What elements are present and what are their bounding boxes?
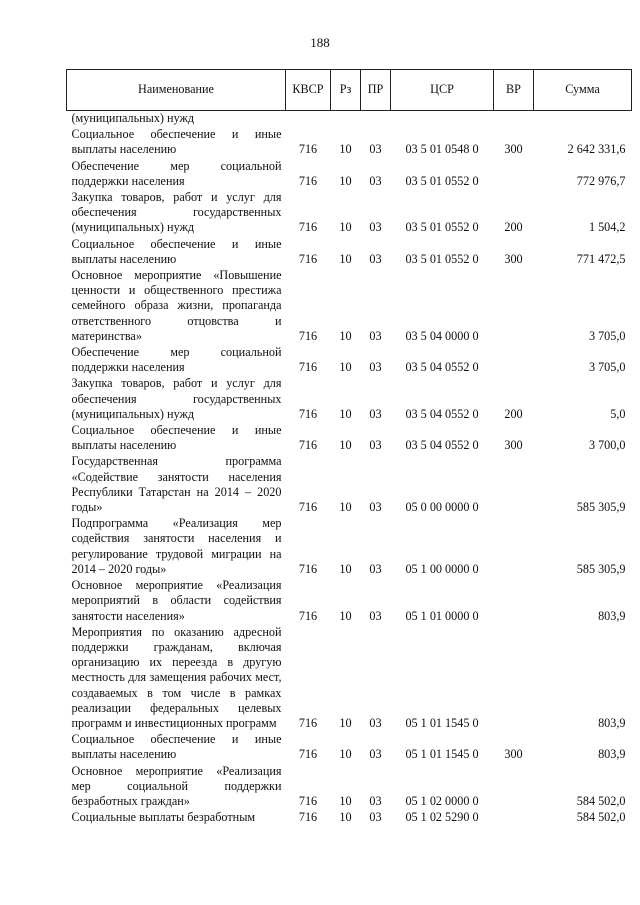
- cell-name: Основное мероприятие «Повышение ценности и общественного престижа семейного образа жизни, пропаганда ответственного отцовства и материнства»: [71, 268, 282, 343]
- cell-pr: 03: [369, 608, 382, 623]
- table-row: [67, 159, 632, 190]
- cell-rz: 10: [339, 406, 352, 421]
- cell-vr: [494, 159, 534, 190]
- cell-name: Основное мероприятие «Реализация мер социальной поддержки безработных граждан»: [71, 763, 282, 808]
- cell-pr: 03: [369, 747, 382, 762]
- cell-pr: [361, 111, 391, 128]
- cell-csr: 03 5 04 0552 0: [405, 406, 479, 421]
- table-row: [67, 454, 632, 516]
- cell-vr: 200: [504, 406, 523, 421]
- cell-sum: 3 705,0: [588, 328, 626, 343]
- cell-pr: 03: [369, 438, 382, 453]
- cell-rz: 10: [339, 747, 352, 762]
- cell-sum: 772 976,7: [576, 173, 626, 188]
- cell-vr: [494, 268, 534, 345]
- cell-rz: 10: [339, 173, 352, 188]
- table-row: [67, 625, 632, 732]
- page-number: 188: [310, 35, 330, 50]
- cell-vr: [494, 578, 534, 625]
- cell-pr: 03: [369, 500, 382, 515]
- cell-name: Основное мероприятие «Реализация мероприятий в области содействия занятости населения»: [71, 578, 282, 623]
- cell-pr: 03: [369, 142, 382, 157]
- cell-csr: 03 5 01 0548 0: [405, 142, 479, 157]
- cell-kvsr: 716: [298, 438, 318, 453]
- cell-vr: 200: [504, 220, 523, 235]
- cell-name: Социальное обеспечение и иные выплаты населению: [71, 732, 282, 762]
- cell-vr: 300: [504, 142, 523, 157]
- cell-pr: 03: [369, 715, 382, 730]
- table-row: [67, 516, 632, 578]
- header-csr: ЦСР: [391, 70, 494, 111]
- cell-kvsr: 716: [298, 142, 318, 157]
- cell-kvsr: 716: [298, 328, 318, 343]
- cell-rz: 10: [339, 500, 352, 515]
- cell-sum: 585 305,9: [576, 561, 626, 576]
- cell-name: Подпрограмма «Реализация мер содействия занятости населения и регулирование трудовой миграции на 2014 – 2020 годы»: [71, 516, 282, 576]
- cell-pr: 03: [369, 220, 382, 235]
- cell-sum: 3 700,0: [588, 438, 626, 453]
- table-row: [67, 732, 632, 763]
- table-row: [67, 376, 632, 423]
- table-row: [67, 764, 632, 811]
- cell-rz: 10: [339, 220, 352, 235]
- cell-kvsr: 716: [298, 793, 318, 808]
- cell-kvsr: 716: [298, 173, 318, 188]
- cell-kvsr: 716: [298, 715, 318, 730]
- header-sum: Сумма: [534, 70, 632, 111]
- cell-csr: 05 1 02 0000 0: [405, 793, 479, 808]
- cell-vr: [494, 454, 534, 516]
- table-header: [67, 70, 632, 111]
- cell-sum: 1 504,2: [588, 220, 626, 235]
- cell-rz: 10: [339, 810, 352, 825]
- cell-kvsr: 716: [298, 747, 318, 762]
- cell-rz: [331, 111, 361, 128]
- table-row: [67, 127, 632, 158]
- table-row: [67, 190, 632, 237]
- cell-pr: 03: [369, 360, 382, 375]
- header-rz: Рз: [331, 70, 361, 111]
- cell-pr: 03: [369, 561, 382, 576]
- table-row: [67, 237, 632, 268]
- cell-vr: [494, 810, 534, 826]
- cell-csr: 05 1 02 5290 0: [405, 810, 479, 825]
- cell-rz: 10: [339, 608, 352, 623]
- cell-name: Социальные выплаты безработным: [71, 810, 256, 825]
- cell-rz: 10: [339, 561, 352, 576]
- header-vr: ВР: [494, 70, 534, 111]
- cell-kvsr: 716: [298, 561, 318, 576]
- cell-vr: [494, 625, 534, 732]
- cell-name: Мероприятия по оказанию адресной поддержки гражданам, включая организацию их переезда в другую местность для замещения рабочих мест, создаваемых в том числе в рамках реализации федеральных целевых программ и инвестиционных программ: [71, 624, 282, 730]
- table-body: [67, 111, 632, 827]
- cell-pr: 03: [369, 406, 382, 421]
- cell-name: Социальное обеспечение и иные выплаты населению: [71, 423, 282, 453]
- cell-sum: 803,9: [598, 608, 626, 623]
- cell-rz: 10: [339, 142, 352, 157]
- table-row: [67, 423, 632, 454]
- cell-csr: 05 1 01 1545 0: [405, 747, 479, 762]
- table-row: [67, 268, 632, 345]
- cell-sum: 803,9: [598, 715, 626, 730]
- cell-kvsr: 716: [298, 220, 318, 235]
- cell-vr: 300: [504, 251, 523, 266]
- cell-rz: 10: [339, 251, 352, 266]
- cell-csr: 05 0 00 0000 0: [405, 500, 479, 515]
- cell-name: (муниципальных) нужд: [71, 111, 195, 125]
- cell-csr: 05 1 00 0000 0: [405, 561, 479, 576]
- cell-name: Закупка товаров, работ и услуг для обеспечения государственных (муниципальных) нужд: [71, 376, 282, 421]
- cell-csr: 05 1 01 0000 0: [405, 608, 479, 623]
- cell-rz: 10: [339, 360, 352, 375]
- cell-pr: 03: [369, 251, 382, 266]
- cell-pr: 03: [369, 810, 382, 825]
- cell-name: Социальное обеспечение и иные выплаты населению: [71, 236, 282, 266]
- cell-name: Закупка товаров, работ и услуг для обеспечения государственных (муниципальных) нужд: [71, 190, 282, 235]
- cell-vr: [494, 516, 534, 578]
- cell-rz: 10: [339, 438, 352, 453]
- cell-kvsr: 716: [298, 810, 318, 825]
- cell-kvsr: 716: [298, 251, 318, 266]
- cell-kvsr: 716: [298, 360, 318, 375]
- cell-sum: 2 642 331,6: [567, 142, 626, 157]
- cell-pr: 03: [369, 173, 382, 188]
- cell-rz: 10: [339, 715, 352, 730]
- cell-csr: 03 5 04 0552 0: [405, 438, 479, 453]
- cell-sum: 585 305,9: [576, 500, 626, 515]
- cell-vr: [494, 764, 534, 811]
- cell-sum: 771 472,5: [576, 251, 626, 266]
- cell-vr: 300: [504, 747, 523, 762]
- budget-table: [66, 69, 632, 826]
- cell-name: Государственная программа «Содействие занятости населения Республики Татарстан на 2014 – 2020 годы»: [71, 454, 282, 515]
- cell-csr: [391, 111, 494, 128]
- cell-sum: 803,9: [598, 747, 626, 762]
- table-row: [67, 111, 632, 128]
- cell-vr: 300: [504, 438, 523, 453]
- cell-pr: 03: [369, 793, 382, 808]
- cell-csr: 03 5 01 0552 0: [405, 173, 479, 188]
- cell-sum: [534, 111, 632, 128]
- cell-name: Социальное обеспечение и иные выплаты населению: [71, 127, 282, 157]
- cell-csr: 05 1 01 1545 0: [405, 715, 479, 730]
- table-row: [67, 578, 632, 625]
- header-name: Наименование: [67, 70, 286, 111]
- cell-sum: 584 502,0: [576, 793, 626, 808]
- cell-kvsr: 716: [298, 500, 318, 515]
- cell-kvsr: 716: [298, 406, 318, 421]
- cell-sum: 3 705,0: [588, 360, 626, 375]
- cell-name: Обеспечение мер социальной поддержки населения: [71, 345, 282, 375]
- cell-rz: 10: [339, 793, 352, 808]
- cell-csr: 03 5 01 0552 0: [405, 251, 479, 266]
- table-row: [67, 810, 632, 826]
- cell-name: Обеспечение мер социальной поддержки населения: [71, 158, 282, 188]
- cell-vr: [494, 345, 534, 376]
- cell-sum: 584 502,0: [576, 810, 626, 825]
- cell-kvsr: 716: [298, 608, 318, 623]
- header-pr: ПР: [361, 70, 391, 111]
- cell-csr: 03 5 01 0552 0: [405, 220, 479, 235]
- cell-sum: 5,0: [610, 406, 626, 421]
- cell-csr: 03 5 04 0552 0: [405, 360, 479, 375]
- cell-vr: [494, 111, 534, 128]
- cell-csr: 03 5 04 0000 0: [405, 328, 479, 343]
- cell-rz: 10: [339, 328, 352, 343]
- header-kvsr: КВСР: [286, 70, 331, 111]
- cell-pr: 03: [369, 328, 382, 343]
- cell-kvsr: [286, 111, 331, 128]
- table-row: [67, 345, 632, 376]
